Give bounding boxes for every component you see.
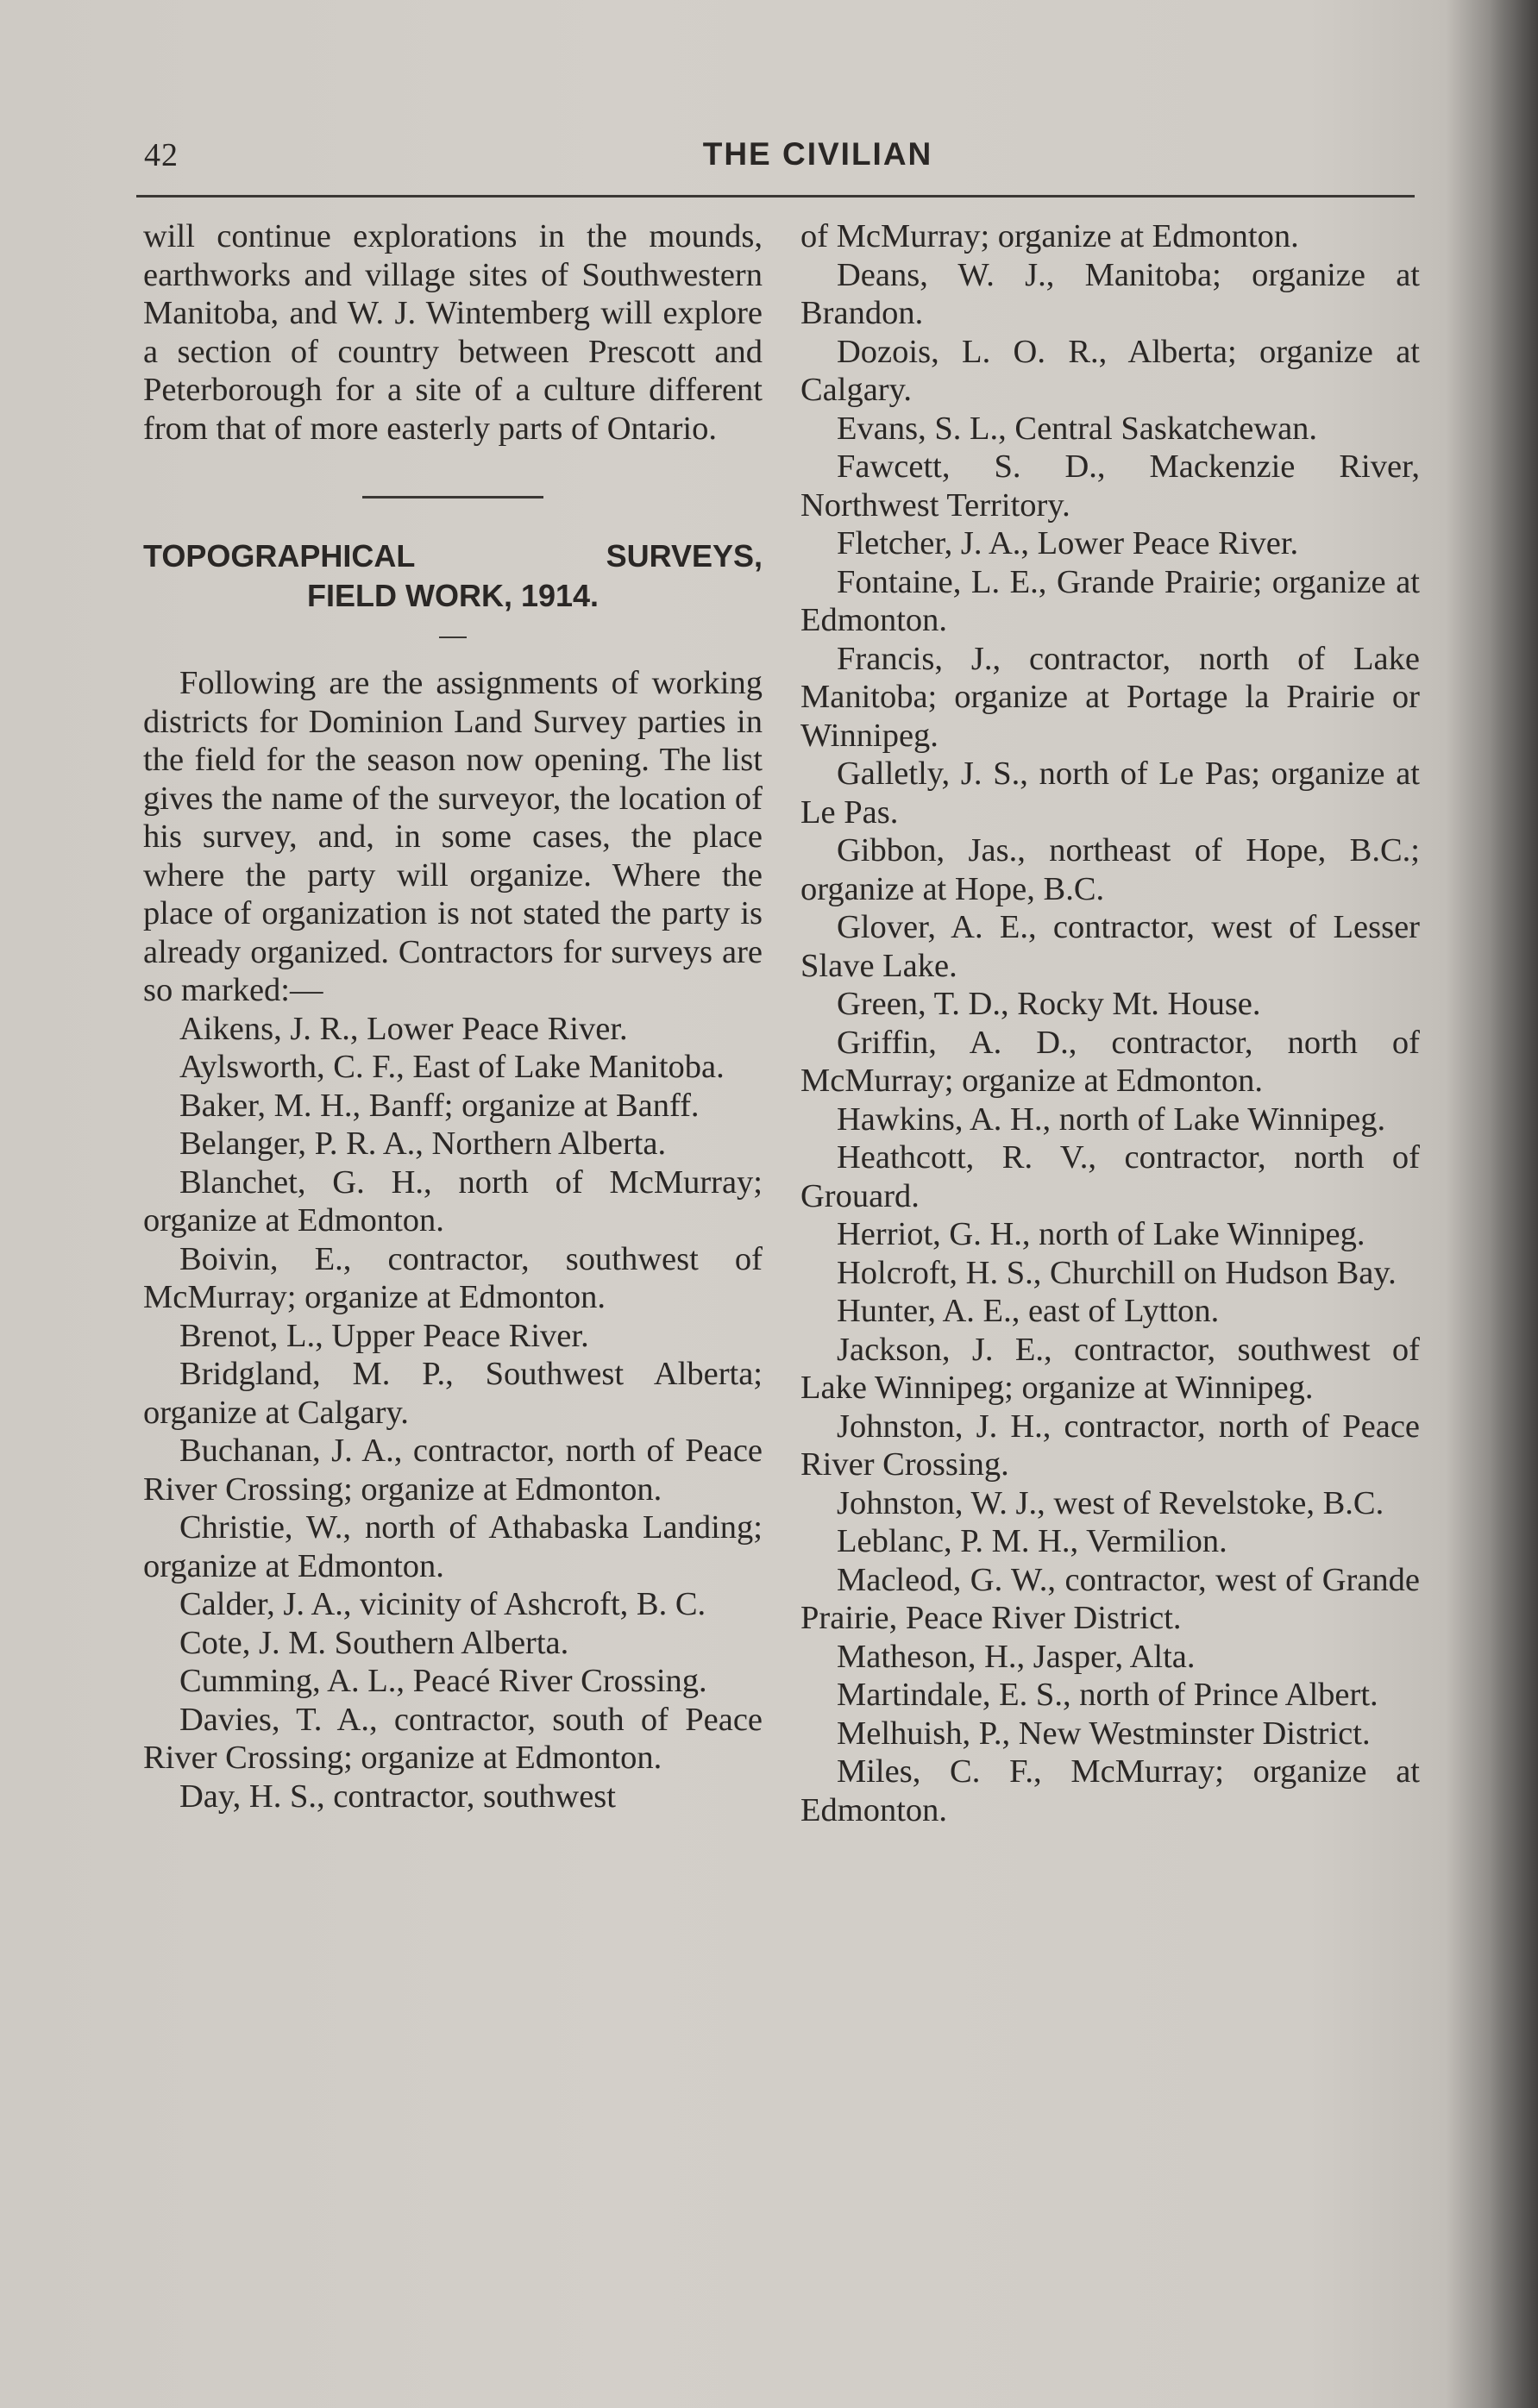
list-item: Galletly, J. S., north of Le Pas; organize at Le Pas. — [800, 756, 1420, 831]
list-item: Dozois, L. O. R., Alberta; organize at Calgary. — [800, 333, 1420, 408]
list-item: Heathcott, R. V., contractor, north of Grouard. — [800, 1139, 1420, 1214]
list-item: Boivin, E., contractor, southwest of McMurray; organize at Edmonton. — [143, 1240, 763, 1315]
list-item: Davies, T. A., contractor, south of Peace River Crossing; organize at Edmonton. — [143, 1701, 763, 1776]
left-column — [143, 217, 763, 1815]
list-item: Green, T. D., Rocky Mt. House. — [837, 986, 1261, 1022]
list-item: Christie, W., north of Athabaska Landing; organize at Edmonton. — [143, 1509, 763, 1584]
section-title-word-topographical: TOPOGRAPHICAL — [143, 538, 416, 574]
list-item: Miles, C. F., McMurray; organize at Edmonton. — [800, 1753, 1420, 1828]
list-item: Jackson, J. E., contractor, southwest of Lake Winnipeg; organize at Winnipeg. — [800, 1331, 1420, 1406]
list-item: Fletcher, J. A., Lower Peace River. — [837, 525, 1299, 561]
title-dash — [439, 636, 467, 638]
list-item: Evans, S. L., Central Saskatchewan. — [837, 410, 1318, 447]
continuation-text: of McMurray; organize at Edmonton. — [800, 218, 1299, 254]
right-column — [800, 217, 1420, 1829]
list-item: Griffin, A. D., contractor, north of McMurray; organize at Edmonton. — [800, 1024, 1420, 1099]
intro-paragraph: will continue explorations in the mounds, earthworks and village sites of Southwestern Manitoba, and W. J. Wintemberg will explore a section of country between Prescott and Peterborough for a site of a culture different from that of more easterly parts of Ontario. — [143, 218, 763, 447]
list-item: Cumming, A. L., Peacé River Crossing. — [179, 1663, 707, 1699]
page-number: 42 — [144, 137, 179, 173]
section-title-word-surveys: SURVEYS, — [606, 538, 763, 574]
list-item: Deans, W. J., Manitoba; organize at Brandon. — [800, 256, 1420, 331]
list-item: Johnston, J. H., contractor, north of Peace River Crossing. — [800, 1408, 1420, 1483]
list-item: Buchanan, J. A., contractor, north of Peace River Crossing; organize at Edmonton. — [143, 1433, 763, 1508]
list-item: Cote, J. M. Southern Alberta. — [179, 1624, 569, 1661]
list-item: Aylsworth, C. F., East of Lake Manitoba. — [179, 1049, 725, 1085]
list-item: Glover, A. E., contractor, west of Lesser Slave Lake. — [800, 909, 1420, 984]
list-item: Gibbon, Jas., northeast of Hope, B.C.; organize at Hope, B.C. — [800, 832, 1420, 907]
list-item: Johnston, W. J., west of Revelstoke, B.C. — [837, 1484, 1384, 1521]
list-item: Baker, M. H., Banff; organize at Banff. — [179, 1087, 700, 1124]
list-item: Belanger, P. R. A., Northern Alberta. — [179, 1126, 667, 1162]
list-item: Martindale, E. S., north of Prince Albert. — [837, 1677, 1378, 1713]
list-item: Hunter, A. E., east of Lytton. — [837, 1293, 1220, 1329]
list-item: Hawkins, A. H., north of Lake Winnipeg. — [837, 1101, 1386, 1138]
list-item: Holcroft, H. S., Churchill on Hudson Bay. — [837, 1254, 1397, 1291]
list-item: Fontaine, L. E., Grande Prairie; organize at Edmonton. — [800, 563, 1420, 638]
list-item: Macleod, G. W., contractor, west of Grande Prairie, Peace River District. — [800, 1561, 1420, 1636]
list-item: Melhuish, P., New Westminster District. — [837, 1715, 1371, 1752]
list-item: Blanchet, G. H., north of McMurray; organize at Edmonton. — [143, 1163, 763, 1238]
section-title — [143, 536, 763, 616]
list-item: Brenot, L., Upper Peace River. — [179, 1317, 589, 1354]
list-item: Bridgland, M. P., Southwest Alberta; organize at Calgary. — [143, 1356, 763, 1431]
list-item: Calder, J. A., vicinity of Ashcroft, B. C. — [179, 1586, 706, 1622]
journal-title: THE CIVILIAN — [702, 136, 933, 172]
list-item: Francis, J., contractor, north of Lake Manitoba; organize at Portage la Prairie or Winnipeg. — [800, 640, 1420, 754]
list-item: Matheson, H., Jasper, Alta. — [837, 1638, 1196, 1675]
section-divider — [362, 496, 543, 499]
list-item: Day, H. S., contractor, southwest — [179, 1778, 616, 1815]
header-rule — [136, 195, 1415, 198]
page-edge-shadow — [1491, 0, 1538, 2408]
list-item: Aikens, J. R., Lower Peace River. — [179, 1010, 628, 1047]
list-item: Leblanc, P. M. H., Vermilion. — [837, 1523, 1227, 1559]
section-title-line2: FIELD WORK, 1914. — [306, 578, 600, 613]
body-paragraph: Following are the assignments of working districts for Dominion Land Survey parties in the field for the season now opening. The list gives the name of the surveyor, the location of his survey, and, in some cases, the place where the party will organize. Where the place of organization is not stated the party is already organized. Contractors for surveys are so marked:— — [143, 665, 763, 1008]
list-item: Fawcett, S. D., Mackenzie River, Northwest Territory. — [800, 448, 1420, 524]
section-title-line1 — [143, 536, 763, 576]
page-header — [144, 136, 1414, 179]
list-item: Herriot, G. H., north of Lake Winnipeg. — [837, 1216, 1365, 1252]
